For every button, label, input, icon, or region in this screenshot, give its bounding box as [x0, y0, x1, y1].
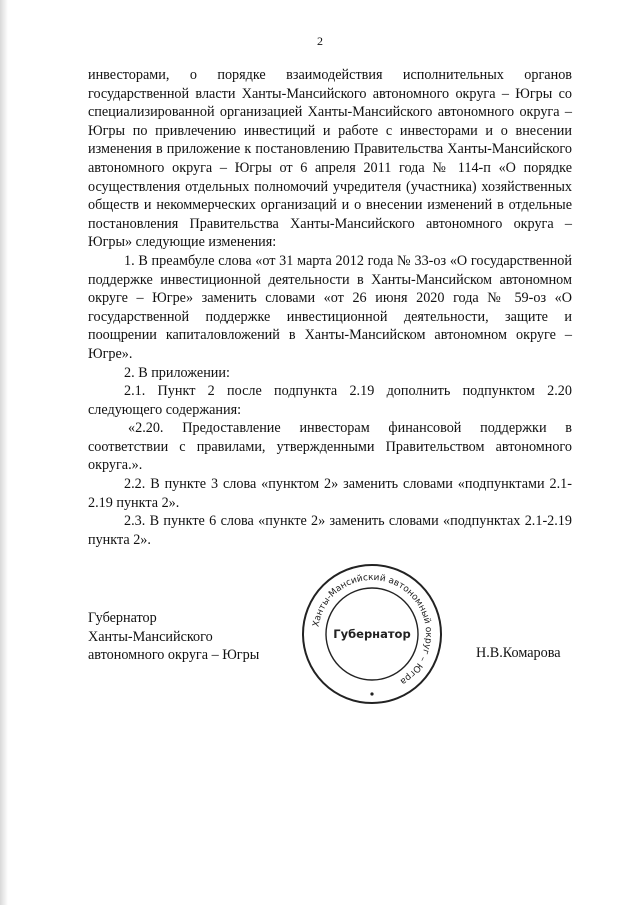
- paragraph-item-2-3: 2.3. В пункте 6 слова «пункте 2» заменить словами «подпунктах 2.1-2.19 пункта 2».: [88, 513, 572, 548]
- seal-ring-text: Ханты-Мансийский автономный округ – Югра: [311, 572, 434, 687]
- seal-dot: [370, 692, 373, 695]
- signatory-name: Н.В.Комарова: [476, 645, 561, 661]
- paragraph-intro: инвесторами, о порядке взаимодействия исполнительных органов государственной власти Ханты-Мансийского автономного округа – Югры со специализированной организацией Ханты-Мансийского автономного округа – Югры по привлечению инвестиций и работе с инвесторами и о внесении изменения в приложение к постановлению Правительства Ханты-Мансийского автономного округа – Югры от 6 апреля 2011 года № 114-п «О порядке осуществления отдельных полномочий учредителя (участника) хозяйственных обществ и некоммерческих организаций и о внесении изменений в отдельные постановления Правительства Ханты-Мансийского автономного округа – Югры» следующие изменения:: [88, 67, 572, 251]
- signatory-title-line: Ханты-Мансийского: [88, 628, 213, 645]
- signatory-title: [88, 609, 259, 665]
- signatory-title-line: автономного округа – Югры: [88, 647, 260, 664]
- official-seal-stamp: [300, 562, 444, 706]
- paragraph-quote-2-20: «2.20. Предоставление инвесторам финансовой поддержки в соответствии с правилами, утвержденными Правительством автономного округа.».: [88, 420, 572, 474]
- paragraph-item-1: 1. В преамбуле слова «от 31 марта 2012 года № 33-оз «О государственной поддержке инвестиционной деятельности в Ханты-Мансийском автономном округе – Югре» заменить словами «от 26 июня 2020 года № 59-оз «О государственной поддержке инвестиционной деятельности, защите и поощрении капиталовложений в Ханты-Мансийском автономном округе – Югре».: [88, 252, 572, 362]
- signatory-title-line: Губернатор: [88, 610, 157, 626]
- page-edge-shadow: [0, 0, 8, 905]
- paragraph-item-2-1: 2.1. Пункт 2 после подпункта 2.19 дополнить подпунктом 2.20 следующего содержания:: [88, 383, 572, 418]
- seal-center-text: Губернатор: [333, 627, 411, 641]
- document-body: [88, 66, 572, 549]
- paragraph-item-2: 2. В приложении:: [124, 364, 230, 381]
- page-number: 2: [317, 34, 323, 48]
- paragraph-item-2-2: 2.2. В пункте 3 слова «пунктом 2» заменить словами «подпунктами 2.1-2.19 пункта 2».: [88, 476, 572, 511]
